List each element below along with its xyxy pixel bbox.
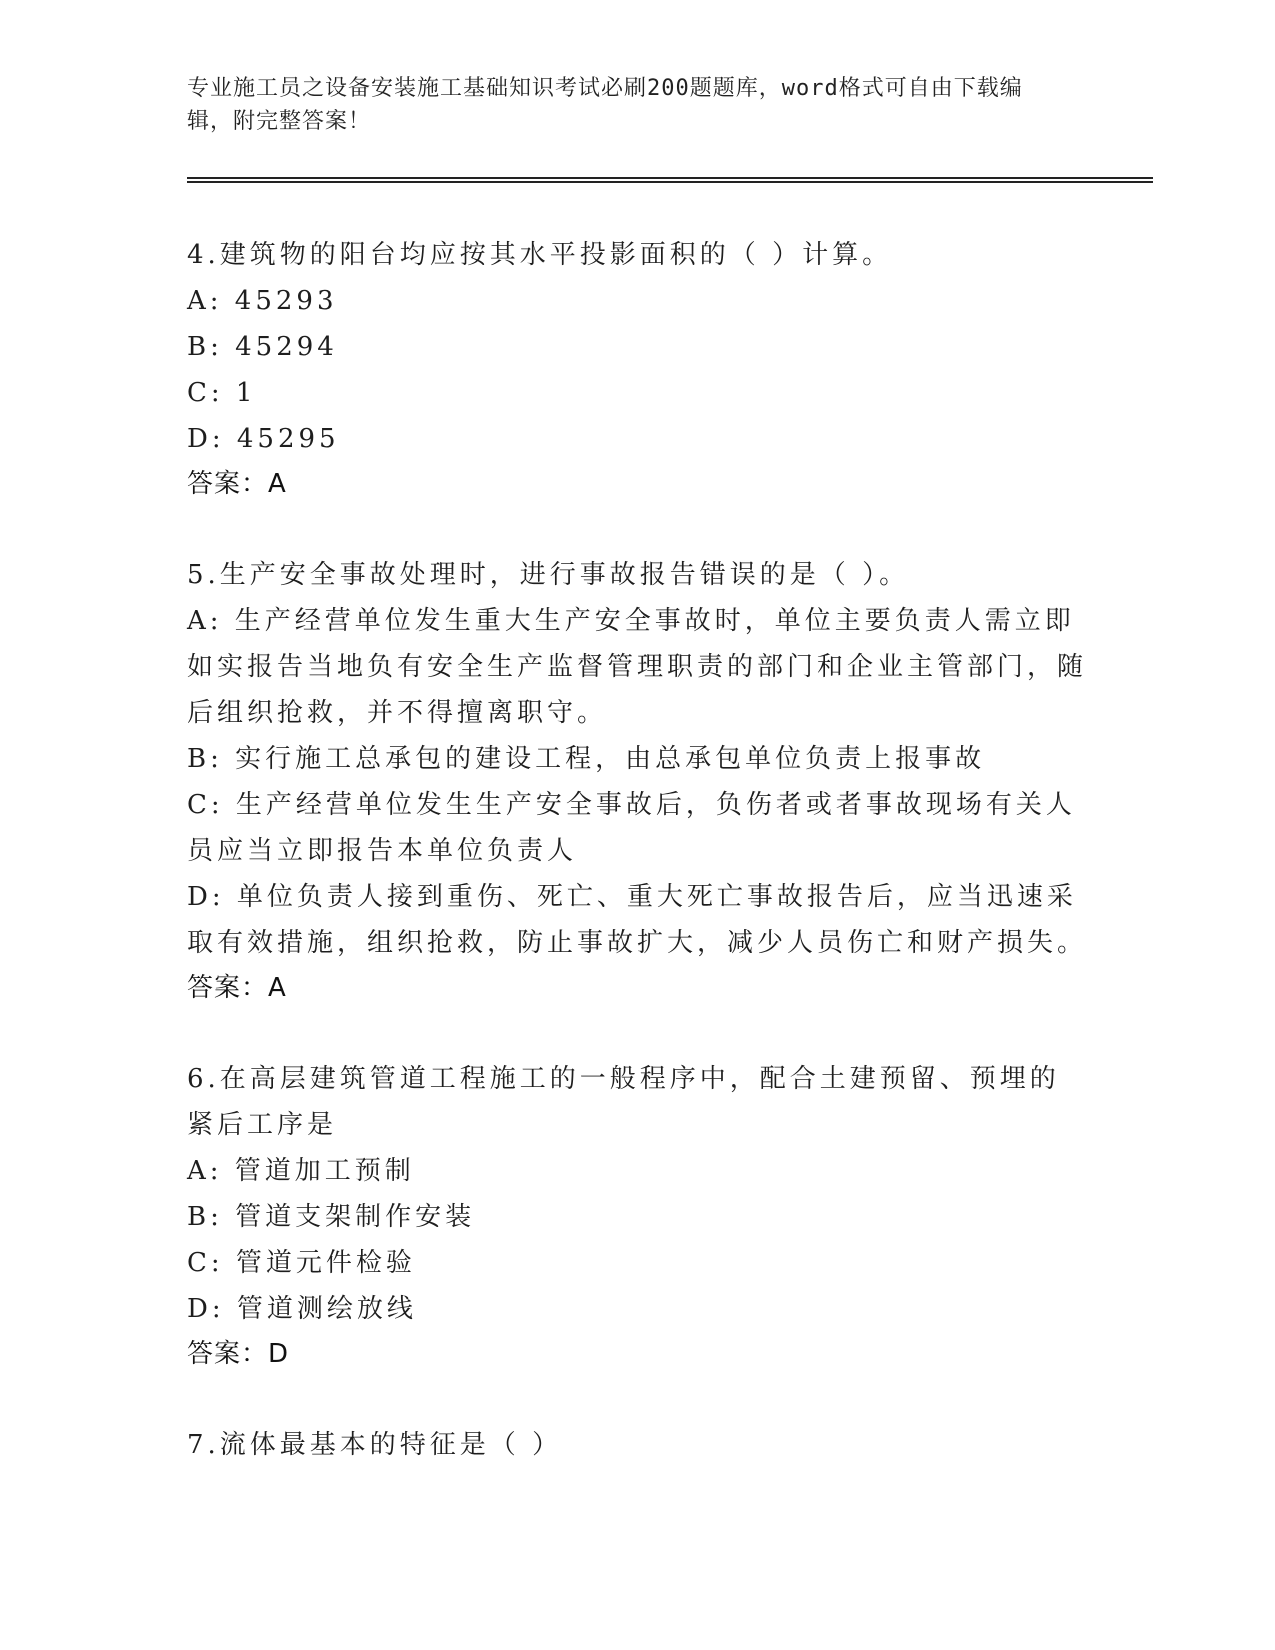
answer-label: 答案：A <box>187 469 287 499</box>
option-b: B: 管道支架制作安装 <box>187 1202 476 1232</box>
header-divider-top <box>187 177 1153 179</box>
option-c: C: 管道元件检验 <box>187 1248 416 1278</box>
question-5 <box>187 552 1087 1010</box>
header-divider-bottom <box>187 181 1153 183</box>
question-4 <box>187 232 1087 506</box>
question-title: 7.流体最基本的特征是（ ） <box>187 1430 563 1460</box>
option-c: C: 1 <box>187 378 257 408</box>
option-d: D: 45295 <box>187 424 340 454</box>
option-a: A: 生产经营单位发生重大生产安全事故时，单位主要负责人需立即如实报告当地负有安全生产监督管理职责的部门和企业主管部门，随后组织抢救，并不得擅离职守。 <box>187 606 1088 728</box>
option-d: D: 单位负责人接到重伤、死亡、重大死亡事故报告后，应当迅速采取有效措施，组织抢救，防止事故扩大，减少人员伤亡和财产损失。 <box>187 882 1088 958</box>
question-list <box>187 232 1087 1514</box>
question-7 <box>187 1422 1087 1468</box>
option-b: B: 45294 <box>187 332 338 362</box>
option-c: C: 生产经营单位发生生产安全事故后，负伤者或者事故现场有关人员应当立即报告本单位负责人 <box>187 790 1076 866</box>
answer-label: 答案：D <box>187 1339 290 1369</box>
answer-label: 答案：A <box>187 973 287 1003</box>
question-title: 6.在高层建筑管道工程施工的一般程序中，配合土建预留、预埋的紧后工序是 <box>187 1064 1060 1140</box>
option-a: A: 45293 <box>187 286 338 316</box>
question-6 <box>187 1056 1087 1376</box>
option-b: B: 实行施工总承包的建设工程，由总承包单位负责上报事故 <box>187 744 986 774</box>
question-title: 4.建筑物的阳台均应按其水平投影面积的（ ）计算。 <box>187 240 893 270</box>
option-a: A: 管道加工预制 <box>187 1156 415 1186</box>
option-d: D: 管道测绘放线 <box>187 1294 417 1324</box>
question-title: 5.生产安全事故处理时，进行事故报告错误的是（ ）。 <box>187 560 910 590</box>
document-header: 专业施工员之设备安装施工基础知识考试必刷200题题库，word格式可自由下载编辑，附完整答案！ <box>187 76 1023 134</box>
